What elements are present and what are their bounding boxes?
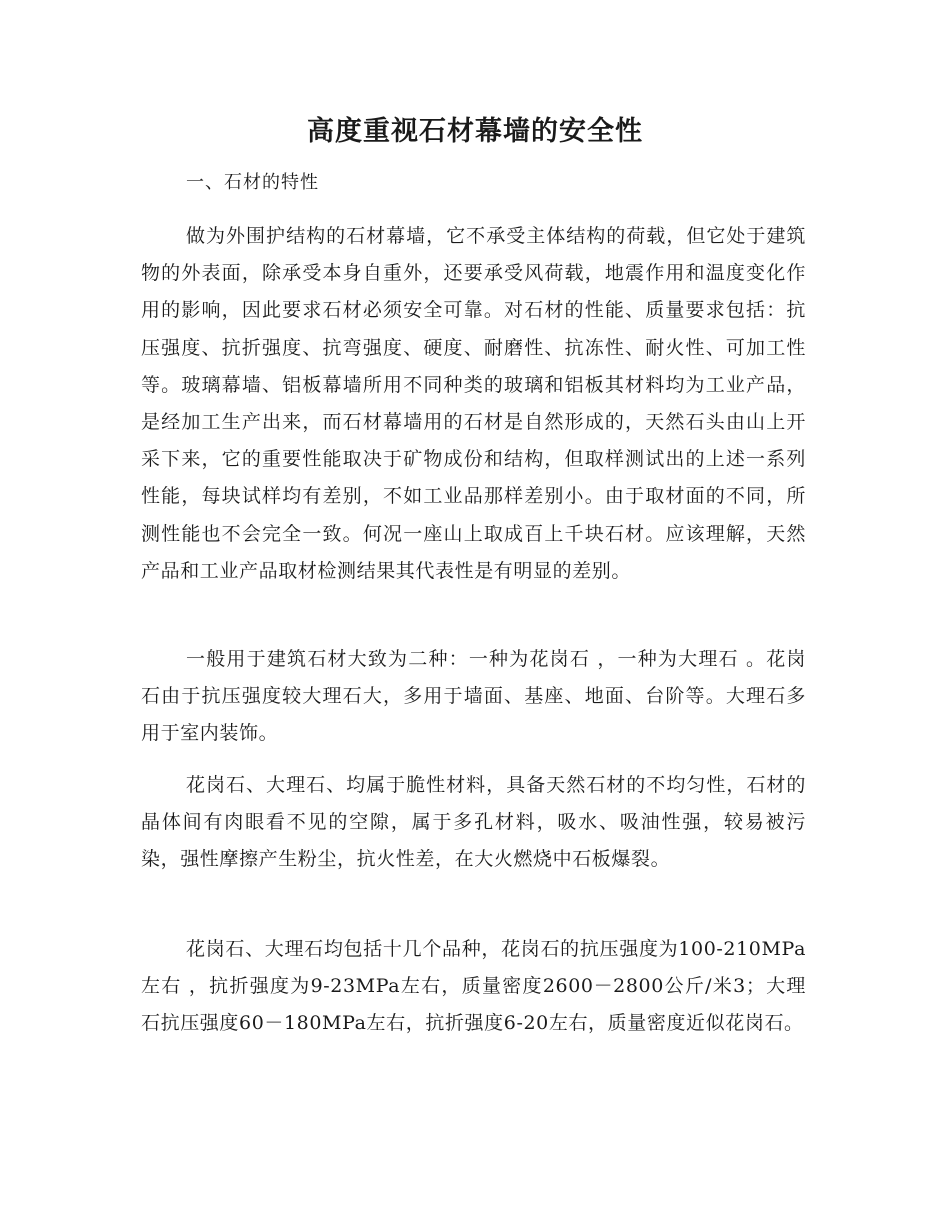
paragraph-brittle-properties: 花岗石、大理石、均属于脆性材料，具备天然石材的不均匀性，石材的晶体间有肉眼看不见的空隙，属于多孔材料，吸水、吸油性强，较易被污染，强性摩擦产生粉尘，抗火性差，在大火燃烧中石板爆裂。 [141, 774, 806, 871]
paragraph-stone-requirements: 做为外围护结构的石材幕墙，它不承受主体结构的荷载，但它处于建筑物的外表面，除承受本身自重外，还要承受风荷载，地震作用和温度变化作用的影响，因此要求石材必须安全可靠。对石材的性能、质量要求包括：抗压强度、抗折强度、抗弯强度、硬度、耐磨性、抗冻性、耐火性、可加工性等。玻璃幕墙、铝板幕墙所用不同种类的玻璃和铝板其材料均为工业产品，是经加工生产出来，而石材幕墙用的石材是自然形成的，天然石头由山上开采下来，它的重要性能取决于矿物成份和结构，但取样测试出的上述一系列性能，每块试样均有差别，不如工业品那样差别小。由于取材面的不同，所测性能也不会完全一致。何况一座山上取成百上千块石材。应该理解，天然产品和工业产品取材检测结果其代表性是有明显的差别。 [141, 225, 806, 582]
section-heading: 一、石材的特性 [186, 172, 319, 193]
paragraph-stone-types: 一般用于建筑石材大致为二种：一种为花岗石 ，一种为大理石 。花岗石由于抗压强度较大理石大，多用于墙面、基座、地面、台阶等。大理石多用于室内装饰。 [141, 648, 806, 745]
document-title: 高度重视石材幕墙的安全性 [307, 116, 643, 147]
paragraph-strength-values: 花岗石、大理石均包括十几个品种，花岗石的抗压强度为100-210MPa左右 ，抗折强度为9-23MPa左右，质量密度2600－2800公斤/米3；大理石抗压强度60－180MPa左右，抗折强度6-20左右，质量密度近似花岗石。 [141, 938, 806, 1035]
